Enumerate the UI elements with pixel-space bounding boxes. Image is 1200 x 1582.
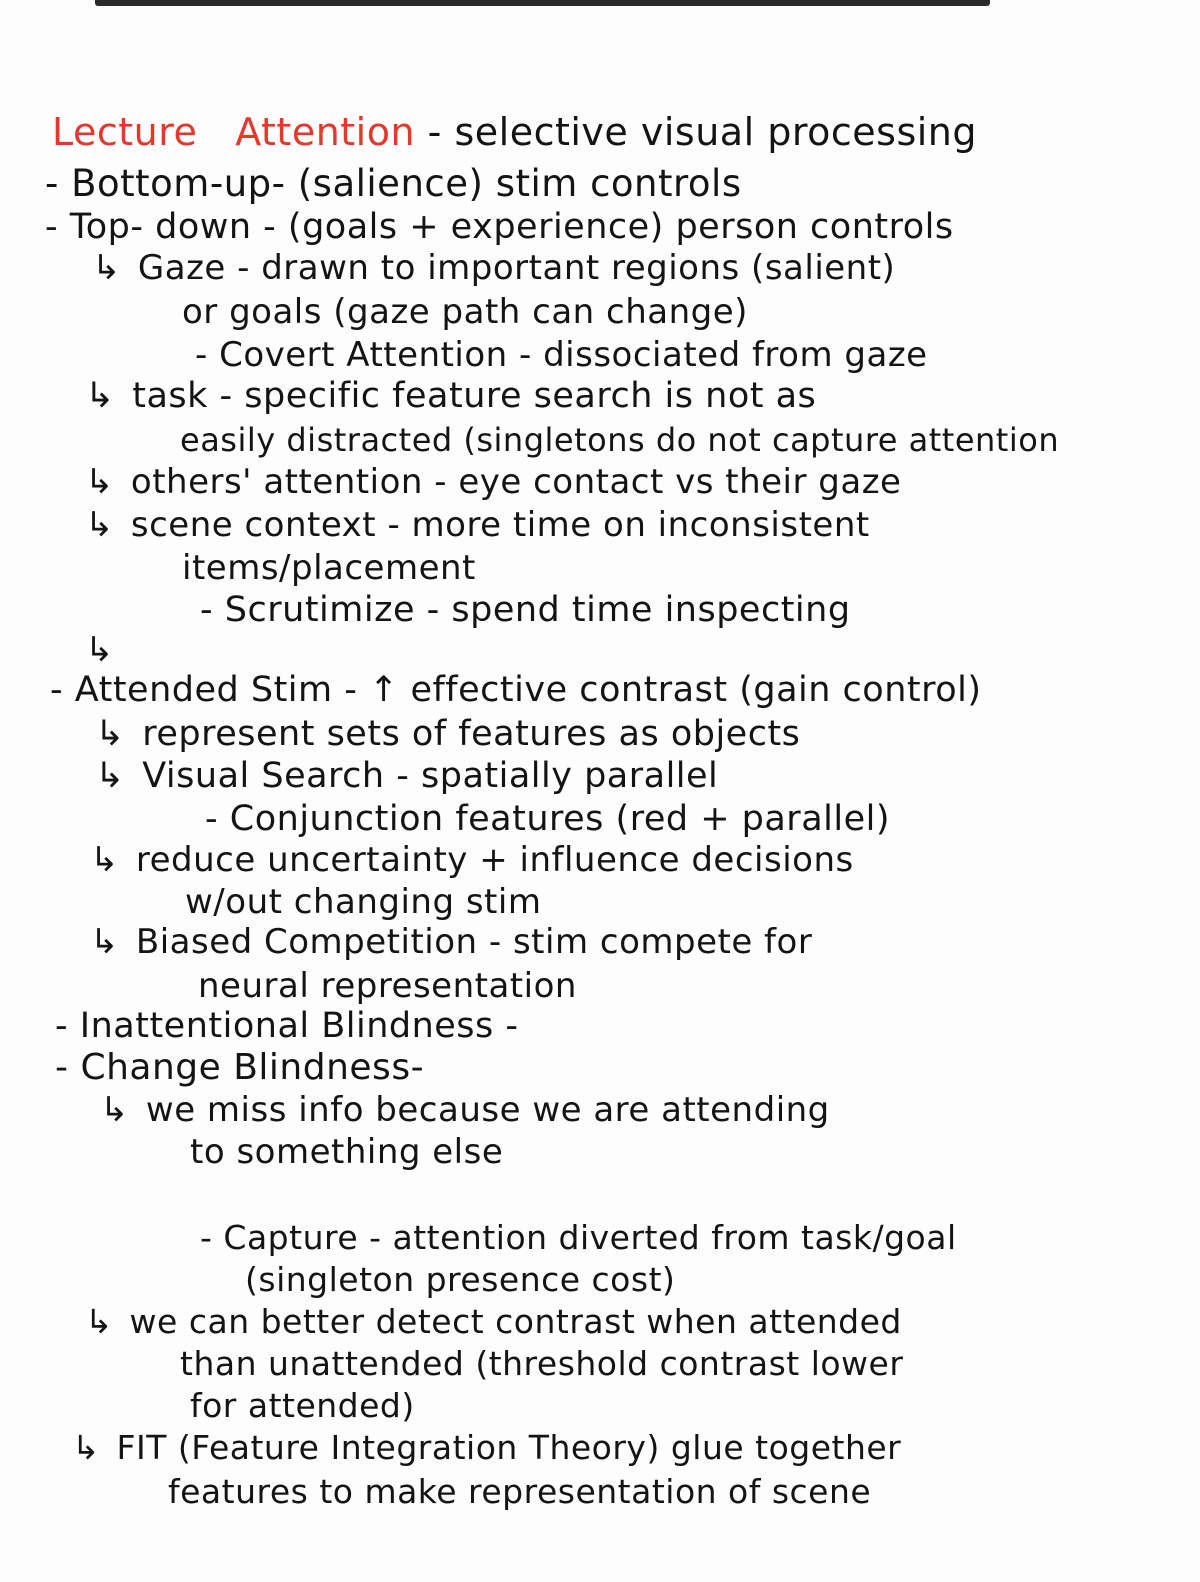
note-line: [182, 546, 476, 590]
note-line: [55, 1004, 519, 1048]
note-line: [55, 1046, 424, 1090]
note-text: or goals (gaze path can change): [182, 292, 748, 332]
note-line: [50, 668, 982, 712]
bullet-dash: -: [55, 1047, 69, 1088]
note-line: [168, 1470, 871, 1514]
note-text: scene context - more time on inconsistent: [130, 505, 870, 545]
arrow-icon: ↳: [85, 376, 115, 416]
bullet-dash: -: [45, 162, 59, 205]
note-line: [85, 503, 870, 547]
note-line: [90, 920, 812, 964]
note-line: [195, 333, 928, 377]
arrow-icon: ↳: [95, 714, 125, 754]
note-text: easily distracted (singletons do not capture attention: [180, 421, 1060, 459]
note-line: [200, 1216, 957, 1260]
note-text: FIT (Feature Integration Theory) glue together: [116, 1428, 902, 1467]
note-line: [205, 797, 890, 841]
note-text: to something else: [190, 1132, 504, 1172]
note-line: [200, 588, 851, 632]
note-line: [85, 374, 816, 418]
note-text: others' attention - eye contact vs their gaze: [130, 462, 902, 502]
bullet-dash: -: [45, 207, 59, 247]
note-line: [45, 205, 954, 249]
note-text: we miss info because we are attending: [145, 1090, 830, 1130]
note-text: represent sets of features as objects: [142, 714, 801, 754]
note-line: [85, 460, 901, 504]
page-top-edge: [95, 0, 990, 6]
note-line: [92, 246, 895, 290]
note-text: neural representation: [198, 966, 577, 1006]
note-text: Biased Competition - stim compete for: [135, 922, 813, 962]
note-text: Covert Attention - dissociated from gaze: [219, 335, 928, 375]
bullet-dash: -: [200, 590, 214, 630]
arrow-icon: ↳: [100, 1090, 129, 1130]
note-text: Inattentional Blindness -: [79, 1006, 519, 1046]
note-line: [245, 1258, 675, 1302]
note-text: than unattended (threshold contrast lower: [180, 1344, 904, 1383]
note-text: Attended Stim - ↑ effective contrast (gain control): [74, 670, 982, 710]
arrow-icon: ↳: [72, 1428, 100, 1467]
title-lecture: Lecture: [52, 110, 198, 154]
note-line: [182, 290, 748, 334]
note-line: [180, 1342, 903, 1386]
note-text: we can better detect contrast when attended: [129, 1302, 902, 1341]
arrow-icon: ↳: [85, 462, 114, 502]
note-line: [85, 1300, 902, 1344]
note-text: task - specific feature search is not as: [132, 376, 817, 416]
arrow-icon: ↳: [92, 248, 121, 288]
note-text: Scrutimize - spend time inspecting: [224, 590, 851, 630]
title-line: [52, 110, 977, 154]
arrow-icon: ↳: [90, 840, 119, 880]
note-line: [185, 880, 541, 924]
note-text: Visual Search - spatially parallel: [142, 756, 719, 796]
note-line: [190, 1384, 415, 1428]
bullet-dash: -: [205, 799, 219, 839]
arrow-icon: ↳: [85, 630, 114, 670]
title-rest: - selective visual processing: [427, 110, 978, 154]
note-text: Top- down - (goals + experience) person controls: [69, 207, 954, 247]
note-line: [45, 162, 742, 206]
note-text: for attended): [190, 1386, 415, 1425]
bullet-dash: -: [55, 1006, 69, 1046]
note-line: [100, 1088, 830, 1132]
note-line: [95, 712, 800, 756]
arrow-icon: ↳: [95, 756, 125, 796]
note-text: Bottom-up- (salience) stim controls: [71, 162, 742, 205]
note-text: features to make representation of scene: [168, 1472, 872, 1511]
note-text: Capture - attention diverted from task/goal: [223, 1218, 957, 1257]
note-text: items/placement: [182, 548, 476, 588]
note-line: [90, 838, 854, 882]
arrow-icon: ↳: [85, 505, 114, 545]
bullet-dash: -: [195, 335, 208, 375]
note-text: Gaze - drawn to important regions (salient): [137, 248, 896, 288]
arrow-icon: ↳: [90, 922, 119, 962]
note-text: w/out changing stim: [185, 882, 542, 922]
note-line: [85, 628, 131, 672]
note-text: reduce uncertainty + influence decisions: [135, 840, 854, 880]
note-line: [198, 964, 577, 1008]
note-line: [72, 1426, 901, 1470]
bullet-dash: -: [200, 1218, 213, 1257]
note-line: [95, 754, 718, 798]
bullet-dash: -: [50, 670, 64, 710]
note-text: Conjunction features (red + parallel): [229, 799, 891, 839]
arrow-icon: ↳: [85, 1302, 113, 1341]
note-line: [180, 418, 1059, 462]
note-text: Change Blindness-: [80, 1047, 425, 1088]
note-text: (singleton presence cost): [245, 1260, 676, 1299]
title-topic: Attention: [235, 110, 416, 154]
note-line: [190, 1130, 503, 1174]
